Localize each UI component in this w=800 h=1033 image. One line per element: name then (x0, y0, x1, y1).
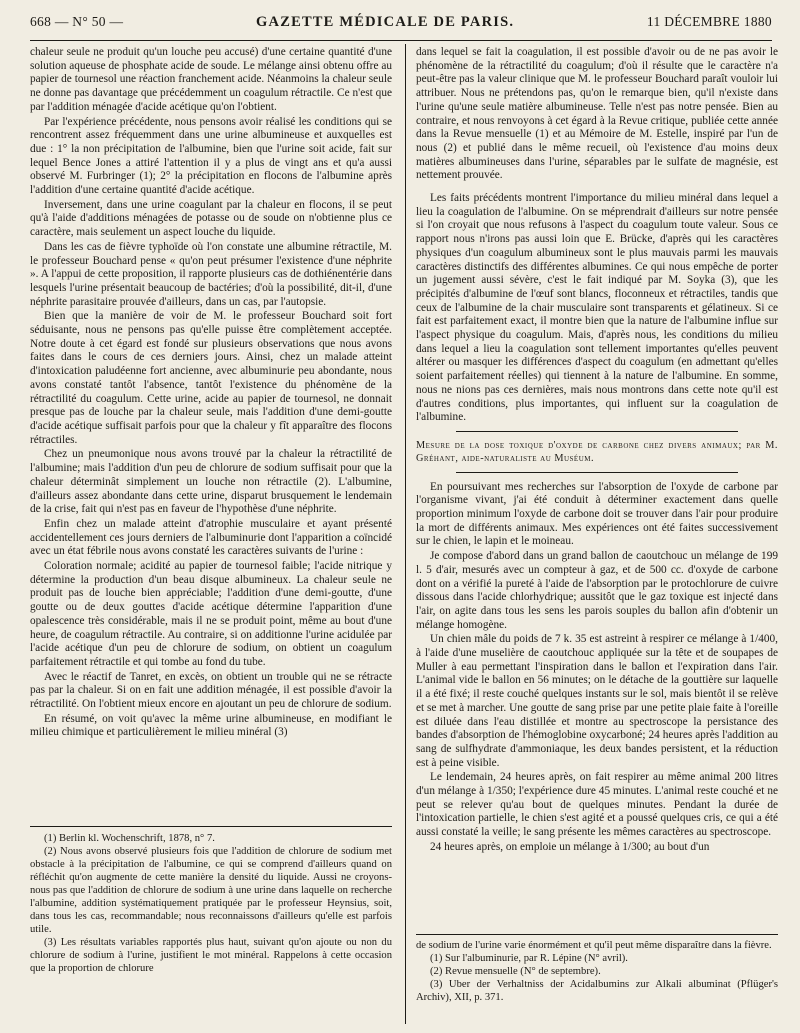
issue-date: 11 DÉCEMBRE 1880 (646, 14, 772, 29)
right-column (416, 46, 778, 855)
header-rule (30, 40, 772, 41)
footnote-rule (416, 934, 778, 935)
right-footnotes (416, 939, 778, 1004)
footnote: (2) Revue mensuelle (N° de septembre). (430, 966, 601, 977)
paragraph: Je compose d'abord dans un grand ballon de caoutchouc un mélange de 199 l. 5 d'air, mesurés avec un compteur à gaz, et de 500 cc. d'oxyde de carbone dont on a vérifié la pureté à l'aide de l'absorption par le protochlorure de cuivre dissous dans l'acide chlorhydrique; aussitôt que le gaz toxique est injecté dans l'air, on agite dans tous les sens les parois souples du ballon afin d'obtenir un mélange homogène. (416, 550, 778, 631)
paragraph: Les faits précédents montrent l'importance du milieu minéral dans lequel a lieu la coagulation de l'albumine. On se méprendrait d'ailleurs sur notre pensée si l'on croyait que nous refusons à l'aspect du coagulum toute valeur. Sous ce rapport nous n'irons pas aussi loin que E. Brücke, d'après qui les caractères physiques d'un coagulum albumineux sont le plus mauvais parmi les mauvais caractères distinctifs des différentes albumines. Ce qui nous empêche de porter un jugement aussi sévère, c'est le fait indiqué par M. Soyka (3), que les précipités d'albumine de l'œuf sont blancs, floconneux et rétractiles, tandis que ceux de l'albumine de la chair musculaire sont transparents et gélatineux. Si ce fait est parfaitement exact, il montre bien que la nature de l'albumine influe sur l'aspect physique du coagulum. Mais, d'après nous, les conditions du milieu dans lequel a lieu la coagulation sont tellement importantes qu'elles peuvent altérer ou masquer les différences d'aspect du coagulum (en admettant qu'elles soient parfaitement réelles) qui tiennent à la nature de l'albumine. En somme, nous ne nions pas ces dernières, mais nous montrons dans cette note qu'il est d'autres conditions, plus importantes, qui influent sur la coagulation de l'albumine. (416, 192, 778, 424)
section-rule (456, 431, 738, 432)
left-column (30, 46, 392, 740)
paragraph: Le lendemain, 24 heures après, on fait respirer au même animal 200 litres d'un mélange à 1/350; l'expérience dure 45 minutes. L'animal reste couché et ne peut se relever qu'au bout de quelques minutes. Pendant la durée de l'intoxication partielle, le chien s'est agité et a poussé quelques cris, ce qui a été aussi constaté la veille; le sang présente les mêmes caractères au spectroscope. (416, 771, 778, 839)
paragraph: Dans les cas de fièvre typhoïde où l'on constate une albumine rétractile, M. le professeur Bouchard pense « qu'on peut présumer l'existence d'une néphrite ». A l'appui de cette proposition, il rapporte plusieurs cas de dothiénentérie dans lesquels l'urine présentait beaucoup de bactéries; d'où la possibilité, dit-il, d'une néphrite parasitaire prouvée d'ailleurs, dans un cas, par l'autopsie. (30, 240, 392, 308)
running-header (30, 14, 772, 38)
footnote-continuation: de sodium de l'urine varie énormément et qu'il peut même disparaître dans la fièvre. (416, 940, 772, 951)
left-footnotes (30, 832, 392, 975)
page-number: 668 — N° 50 — (30, 14, 124, 29)
paragraph: Avec le réactif de Tanret, en excès, on obtient un trouble qui ne se rétracte pas par la chaleur. Si on en fait une addition ménagée, il est possible d'avoir la rétractilité. On l'obtient mieux encore en ajoutant un peu de chlorure de sodium. (30, 670, 392, 711)
paragraph: Coloration normale; acidité au papier de tournesol faible; l'acide nitrique y détermine la production d'un beau disque albumineux. La chaleur seule ne produit pas de louche bien appréciable; l'addition d'une demi-goutte, d'une goutte ou de deux gouttes d'acide acétique détermine l'apparition d'une opalescence très considérable, mais il ne se produit point, même au bout d'une heure, de coagulum rétractile. Au contraire, si on additionne l'urine acidulée par l'acide acétique d'un peu de chlorure de sodium, on obtient un coagulum parfaitement rétractile et qui tombe au fond du tube. (30, 560, 392, 668)
footnote: (1) Sur l'albuminurie, par R. Lépine (N° avril). (430, 953, 628, 964)
footnote-rule (30, 826, 392, 827)
column-divider (405, 44, 406, 1024)
paragraph: En poursuivant mes recherches sur l'absorption de l'oxyde de carbone par l'organisme vivant, j'ai été conduit à déterminer exactement dans quelle proportion minimum l'oxyde de carbone doit se trouver dans l'air pour produire la mort de différents animaux. Mes expériences ont été faites successivement sur le chien, le lapin et le moineau. (416, 480, 778, 548)
footnote: (2) Nous avons observé plusieurs fois que l'addition de chlorure de sodium met obstacle à la précipitation de l'albumine, ce qui se comprend d'ailleurs quand on réfléchit qu'on augmente de cette manière la densité du liquide. Aussi ne croyons-nous pas que l'addition de chlorure de sodium à une urine dans laquelle on recherche l'albumine, addition systématiquement pratiquée par le professeur Heynsius, soit, dans tous les cas, recommandable; nous reconnaissons d'ailleurs qu'elle est parfois utile. (30, 846, 392, 935)
footnote: (3) Les résultats variables rapportés plus haut, suivant qu'on ajoute ou non du chlorure de sodium à l'urine, justifient le mot minéral. Rappelons à cette occasion que la proportion de chlorure (30, 937, 392, 974)
paragraph: chaleur seule ne produit qu'un louche peu accusé) d'une certaine quantité d'une solution aqueuse de phosphate acide de soude. Le mélange ainsi obtenu offre au papier de tournesol une réaction franchement acide. Néanmoins la chaleur seule ne donne pas davantage que précédemment un coagulum rétractile. Ce n'est que par l'addition ménagée d'acide acétique qu'on l'obtient. (30, 46, 392, 113)
paragraph: Enfin chez un malade atteint d'atrophie musculaire et ayant présenté accidentellement ces jours derniers de l'albuminurie dont l'apparition a coïncidé avec un état fébrile nous avons constaté les caractères suivants de l'urine : (30, 517, 392, 558)
memoir-title: Mesure de la dose toxique d'oxyde de carbone chez divers animaux; par M. Gréhant, aide-naturaliste au Muséum. (416, 439, 778, 464)
paragraph: En résumé, on voit qu'avec la même urine albumineuse, en modifiant le milieu chimique et particulièrement le milieu minéral (3) (30, 712, 392, 739)
footnote: (1) Berlin kl. Wochenschrift, 1878, n° 7. (44, 833, 215, 844)
footnote: (3) Uber der Verhaltniss der Acidalbumins zur Alkali albuminat (Pflüger's Archiv), XII, p. 371. (416, 979, 778, 1003)
paragraph: 24 heures après, on emploie un mélange à 1/300; au bout d'un (430, 840, 710, 853)
paragraph: Inversement, dans une urine coagulant par la chaleur en flocons, il se peut qu'à l'aide d'additions ménagées de potasse ou de soude on n'obtienne plus ce caractère, mais seulement un aspect louche du liquide. (30, 198, 392, 239)
paragraph: Bien que la manière de voir de M. le professeur Bouchard soit fort séduisante, nous ne pensons pas qu'elle puisse être complètement acceptée. Notre doute à cet égard est fondé sur plusieurs observations que nous avons faites dans le cours de ces derniers jours. Ainsi, chez un malade atteint d'intoxication paludéenne fort ancienne, avec albuminurie peu abondante, nous avons constaté tantôt l'absence, tantôt l'existence du phénomène de la rétractilité du coagulum. Cette urine, acide au papier de tournesol, ne donnait presque pas de louche par la chaleur seule, mais l'addition d'une demi-goutte d'acide acétique suffisait parfois pour que la chaleur y fît apparaître des flocons rétractiles. (30, 310, 392, 446)
section-rule (456, 472, 738, 473)
paragraph: Un chien mâle du poids de 7 k. 35 est astreint à respirer ce mélange à 1/400, à l'aide d'une muselière de caoutchouc appliquée sur la tête et de soupapes de Muller à eau permettant l'inspiration dans le ballon et l'expiration dans l'air. L'animal vide le ballon en 56 minutes; on le détache de la gouttière sur laquelle il a été fixé; il reste couché quelques instants sur le sol, mais bientôt il se relève et se met à marcher. Une goutte de sang prise par une petite plaie faite à l'oreille est diluée dans l'eau distillée et montre au spectroscope la persistance des bandes d'absorption de l'hémoglobine oxycarboné; 24 heures après l'addition au sang de sulfhydrate d'ammoniaque, les deux bandes persistent, et la réduction est à peine visible. (416, 633, 778, 769)
paragraph: dans lequel se fait la coagulation, il est possible d'avoir ou de ne pas avoir le phénomène de la rétractilité du coagulum; d'où il résulte que le caractère n'a peut-être pas la valeur clinique que M. le professeur Bouchard paraît vouloir lui attribuer. Nous ne prétendons pas, qu'on le remarque bien, qu'il n'existe dans l'urine qu'une seule matière albumineuse. Telle n'est pas notre pensée. Bien au contraire, et nous renvoyons à cet égard à la Revue critique, publiée cette année dans la Revue mensuelle (1) et au Mémoire de M. Estelle, inspiré par l'un de nous (2) et publié dans le même recueil, où l'existence d'au moins deux matières albumineuses dans l'urine, séparables par le sulfate de magnésie, est nettement prouvée. (416, 46, 778, 182)
journal-title: GAZETTE MÉDICALE DE PARIS. (256, 14, 515, 30)
paragraph: Chez un pneumonique nous avons trouvé par la chaleur la rétractilité de l'albumine; mais l'addition d'un peu de chlorure de sodium suffisait pour que la chaleur déterminât simplement un louche non rétractile (2). L'albumine, d'ailleurs assez abondante dans cette urine, disparut brusquement le lendemain de la crise, fait qui n'est pas en faveur de l'hypothèse d'une néphrite. (30, 448, 392, 516)
paragraph: Par l'expérience précédente, nous pensons avoir réalisé les conditions qui se rencontrent assez fréquemment dans une urine albumineuse et auxquelles est due : 1° la non précipitation de l'albumine, bien que l'urine soit acide, fait sur lequel Bence Jones a attiré l'attention il y a plus de vingt ans et qu'a aussi observé M. Furbringer (1); 2° la précipitation en flocons de l'albumine après l'addition d'une certaine quantité d'acide acétique. (30, 115, 392, 197)
